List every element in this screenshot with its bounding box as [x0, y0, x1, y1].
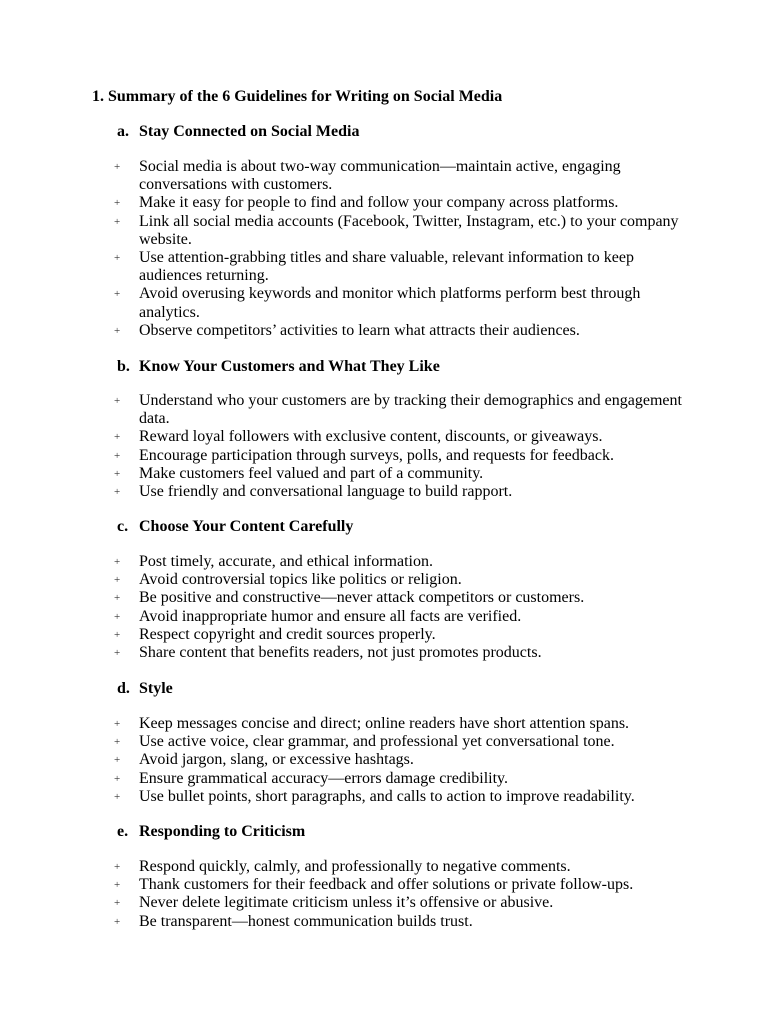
list-item [114, 858, 684, 876]
list-item [114, 285, 684, 321]
bullet-icon: + [114, 592, 121, 605]
list-item [114, 751, 684, 769]
section-letter: b. [117, 358, 130, 375]
section-title: Know Your Customers and What They Like [139, 358, 440, 375]
bullet-icon: + [114, 288, 121, 301]
list-item-text: Ensure grammatical accuracy—errors damage credibility. [139, 769, 509, 787]
list-item-text: Avoid jargon, slang, or excessive hashtags. [139, 751, 414, 769]
list-item-text: Never delete legitimate criticism unless it’s offensive or abusive. [139, 894, 554, 912]
list-item [114, 913, 684, 931]
bullet-icon: + [114, 610, 121, 623]
list-item-text: Encourage participation through surveys, polls, and requests for feedback. [139, 446, 614, 464]
bullet-icon: + [114, 252, 121, 265]
bullet-icon: + [114, 897, 121, 910]
bullet-icon: + [114, 736, 121, 749]
bullet-icon: + [114, 324, 121, 337]
list-item-text: Observe competitors’ activities to learn what attracts their audiences. [139, 321, 580, 339]
list-item-text: Understand who your customers are by tracking their demographics and engagement data. [139, 392, 682, 428]
section-heading-b [117, 357, 440, 377]
bullet-icon: + [114, 628, 121, 641]
bullet-icon: + [114, 647, 121, 660]
bullet-icon: + [114, 790, 121, 803]
list-item-text: Keep messages concise and direct; online readers have short attention spans. [139, 715, 630, 732]
section-letter: e. [117, 823, 129, 840]
bullet-icon: + [114, 772, 121, 785]
list-item-text: Respect copyright and credit sources properly. [139, 625, 436, 643]
list-item [114, 608, 684, 626]
section-letter: c. [117, 518, 129, 535]
bullet-list-a [114, 158, 684, 340]
list-item-text: Link all social media accounts (Facebook, Twitter, Instagram, etc.) to your company website. [139, 212, 679, 248]
list-item-text: Respond quickly, calmly, and professionally to negative comments. [139, 858, 571, 875]
list-item-text: Share content that benefits readers, not just promotes products. [139, 644, 542, 662]
bullet-icon: + [114, 467, 121, 480]
section-letter: d. [117, 680, 130, 697]
list-item [114, 644, 684, 662]
bullet-icon: + [114, 915, 121, 928]
list-item [114, 571, 684, 589]
section-letter: a. [117, 123, 129, 140]
section-title: Responding to Criticism [139, 823, 306, 840]
bullet-icon: + [114, 197, 121, 210]
bullet-icon: + [114, 449, 121, 462]
list-item [114, 770, 684, 788]
list-item-text: Use attention-grabbing titles and share valuable, relevant information to keep audiences returning. [139, 249, 634, 285]
bullet-list-d [114, 715, 684, 806]
list-item-text: Make it easy for people to find and follow your company across platforms. [139, 194, 619, 212]
list-item-text: Avoid inappropriate humor and ensure all facts are verified. [139, 607, 522, 625]
list-item [114, 626, 684, 644]
list-item-text: Avoid overusing keywords and monitor which platforms perform best through analytics. [139, 285, 641, 321]
list-item-text: Use bullet points, short paragraphs, and calls to action to improve readability. [139, 787, 635, 805]
section-heading-e [117, 822, 305, 842]
list-item [114, 158, 684, 194]
bullet-icon: + [114, 556, 121, 568]
list-item [114, 194, 684, 212]
list-item-text: Social media is about two-way communication—maintain active, engaging conversations with customers. [139, 158, 621, 194]
list-item [114, 788, 684, 806]
section-heading-a [117, 122, 359, 142]
section-title: Stay Connected on Social Media [139, 123, 360, 140]
list-item [114, 483, 684, 501]
list-item [114, 447, 684, 465]
section-title: Choose Your Content Carefully [139, 518, 354, 535]
document-title: 1. Summary of the 6 Guidelines for Writing on Social Media [92, 88, 503, 105]
bullet-icon: + [114, 161, 121, 173]
bullet-icon: + [114, 431, 121, 444]
bullet-icon: + [114, 718, 121, 730]
bullet-icon: + [114, 879, 121, 892]
bullet-icon: + [114, 395, 121, 407]
list-item-text: Be positive and constructive—never attack competitors or customers. [139, 589, 585, 607]
list-item [114, 249, 684, 285]
bullet-list-e [114, 858, 684, 931]
list-item [114, 553, 684, 571]
bullet-icon: + [114, 861, 121, 873]
section-title: Style [139, 680, 173, 697]
list-item-text: Avoid controversial topics like politics or religion. [139, 571, 462, 589]
section-heading-d [117, 679, 173, 699]
list-item [114, 715, 684, 733]
list-item-text: Post timely, accurate, and ethical information. [139, 553, 433, 570]
bullet-icon: + [114, 754, 121, 767]
list-item [114, 589, 684, 607]
list-item-text: Thank customers for their feedback and offer solutions or private follow-ups. [139, 876, 634, 894]
bullet-icon: + [114, 574, 121, 587]
list-item [114, 213, 684, 249]
list-item [114, 733, 684, 751]
section-heading-c [117, 517, 353, 537]
list-item [114, 392, 684, 428]
bullet-icon: + [114, 215, 121, 228]
bullet-list-b [114, 392, 684, 501]
bullet-icon: + [114, 486, 121, 499]
list-item [114, 428, 684, 446]
list-item [114, 876, 684, 894]
list-item-text: Use active voice, clear grammar, and professional yet conversational tone. [139, 733, 615, 751]
list-item-text: Make customers feel valued and part of a community. [139, 464, 484, 482]
list-item [114, 894, 684, 912]
list-item [114, 465, 684, 483]
list-item-text: Reward loyal followers with exclusive content, discounts, or giveaways. [139, 428, 603, 446]
list-item-text: Use friendly and conversational language to build rapport. [139, 483, 513, 501]
list-item [114, 322, 684, 340]
bullet-list-c [114, 553, 684, 662]
list-item-text: Be transparent—honest communication builds trust. [139, 912, 473, 930]
